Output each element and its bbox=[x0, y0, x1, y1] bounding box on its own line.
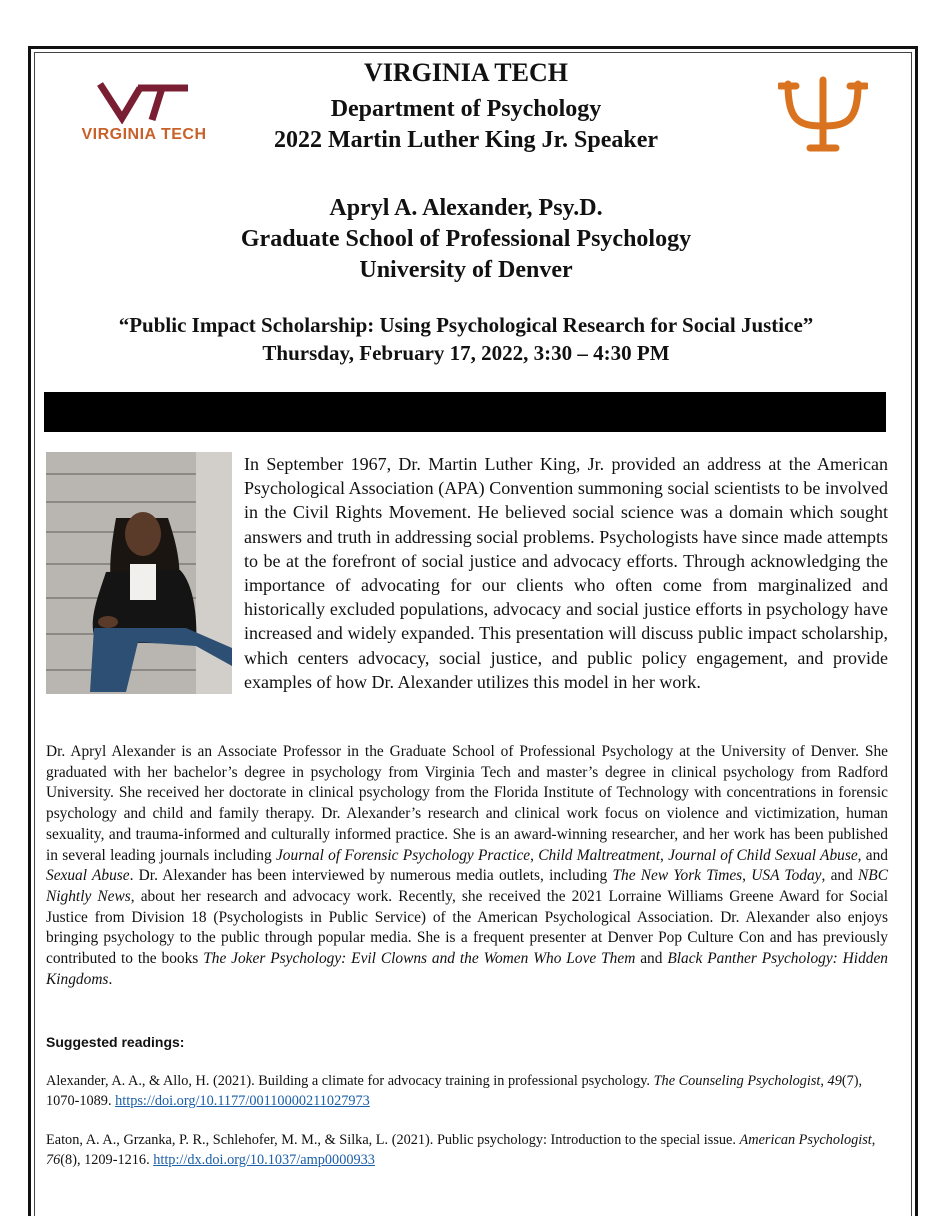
reference-pages: (7), 1070-1089. bbox=[46, 1073, 863, 1109]
department-title: Department of Psychology bbox=[330, 96, 602, 122]
reference-doi-link[interactable]: http://dx.doi.org/10.1037/amp0000933 bbox=[153, 1152, 375, 1168]
reference-pages: (8), 1209-1216. bbox=[60, 1152, 154, 1168]
reference-text: Alexander, A. A., & Allo, H. (2021). Building a climate for advocacy training in professional psychology. bbox=[46, 1073, 654, 1089]
reference-volume: 76 bbox=[46, 1152, 61, 1168]
reference-sep: , bbox=[820, 1073, 828, 1089]
reference-journal: American Psychologist bbox=[739, 1132, 872, 1148]
bio-sep: , and bbox=[857, 846, 889, 864]
speaker-school: Graduate School of Professional Psychology bbox=[240, 226, 692, 252]
book-title: The Joker Psychology: Evil Clowns and the Women Who Love Them bbox=[203, 950, 636, 968]
bio-sep: , bbox=[530, 846, 539, 864]
reference-sep: , bbox=[871, 1132, 876, 1148]
journal-title: Journal of Child Sexual Abuse bbox=[668, 846, 858, 864]
speaker-name: Apryl A. Alexander, Psy.D. bbox=[329, 195, 603, 221]
media-outlet: NBC Nightly News bbox=[46, 867, 888, 905]
bio-text: . Dr. Alexander has been interviewed by numerous media outlets, including bbox=[129, 867, 608, 885]
journal-title: Child Maltreatment bbox=[538, 846, 660, 864]
talk-abstract bbox=[46, 452, 888, 694]
reference-text: Eaton, A. A., Grzanka, P. R., Schlehofer, M. M., & Silka, L. (2021). Public psychology: Introduction to the special issue. bbox=[46, 1132, 740, 1148]
reference-item bbox=[46, 1071, 888, 1111]
reference-volume: 49 bbox=[827, 1073, 842, 1089]
university-title: VIRGINIA TECH bbox=[364, 58, 568, 87]
bio-sep: , and bbox=[821, 867, 859, 885]
abstract-text: In September 1967, Dr. Martin Luther King, Jr. provided an address at the American Psychological Association (APA) Convention summoning social scientists to be involved in the Civil Rights Movement. He believed social science was a domain which sought answers and truth in addressing social problems. Psychologists have since made attempts to be at the forefront of social justice and advocacy efforts. Through acknowledging the importance of advocating for our clients who often come from marginalized and historically excluded populations, advocacy and social justice efforts in psychology have increased and widely expanded. This presentation will discuss public impact scholarship, which centers advocacy, social justice, and public policy engagement, and provide examples of how Dr. Alexander utilizes this model in her work. bbox=[244, 454, 888, 692]
photo-float-spacer bbox=[46, 452, 232, 694]
speaker-university: University of Denver bbox=[359, 257, 573, 283]
bio-text: Dr. Apryl Alexander is an Associate Professor in the Graduate School of Professional Psychology at the University of Denver. She graduated with her bachelor’s degree in psychology from Virginia Tech and master’s degree in clinical psychology from Radford University. She received her doctorate in clinical psychology from the Florida Institute of Technology with concentrations in forensic psychology and child and family therapy. Dr. Alexander’s research and clinical work focus on violence and victimization, human sexuality, and trauma-informed and culturally informed practice. She is an award-winning researcher, and her work has been published in several leading journals including bbox=[46, 743, 888, 864]
reference-journal: The Counseling Psychologist bbox=[653, 1073, 821, 1089]
talk-title: “Public Impact Scholarship: Using Psychological Research for Social Justice” bbox=[118, 313, 814, 337]
media-outlet: USA Today bbox=[751, 867, 822, 885]
bio-sep: . bbox=[108, 970, 113, 988]
redacted-bar bbox=[44, 392, 886, 432]
reference-item bbox=[46, 1130, 888, 1170]
bio-sep: , bbox=[742, 867, 752, 885]
bio-sep: and bbox=[635, 950, 668, 968]
media-outlet: The New York Times bbox=[612, 867, 743, 885]
bio-text: , about her research and advocacy work. Recently, she received the 2021 Lorraine Williams Greene Award for Social Justice from Division 18 (Psychologists in Public Service) of the American Psychological Association. Dr. Alexander also enjoys bringing psychology to the public through popular media. She is a frequent presenter at Denver Pop Culture Con and has previously contributed to the books bbox=[46, 887, 889, 968]
talk-datetime: Thursday, February 17, 2022, 3:30 – 4:30 PM bbox=[262, 341, 670, 365]
suggested-readings-heading: Suggested readings: bbox=[46, 1034, 185, 1050]
journal-title: Sexual Abuse bbox=[46, 867, 130, 885]
virginia-tech-wordmark: VIRGINIA TECH bbox=[81, 126, 207, 143]
event-title: 2022 Martin Luther King Jr. Speaker bbox=[273, 127, 658, 153]
bio-sep: , bbox=[659, 846, 669, 864]
journal-title: Journal of Forensic Psychology Practice bbox=[275, 846, 531, 864]
reference-doi-link[interactable]: https://doi.org/10.1177/00110000211027973 bbox=[115, 1093, 370, 1109]
book-title: Black Panther Psychology: Hidden Kingdoms bbox=[46, 950, 888, 988]
speaker-bio bbox=[46, 742, 888, 990]
